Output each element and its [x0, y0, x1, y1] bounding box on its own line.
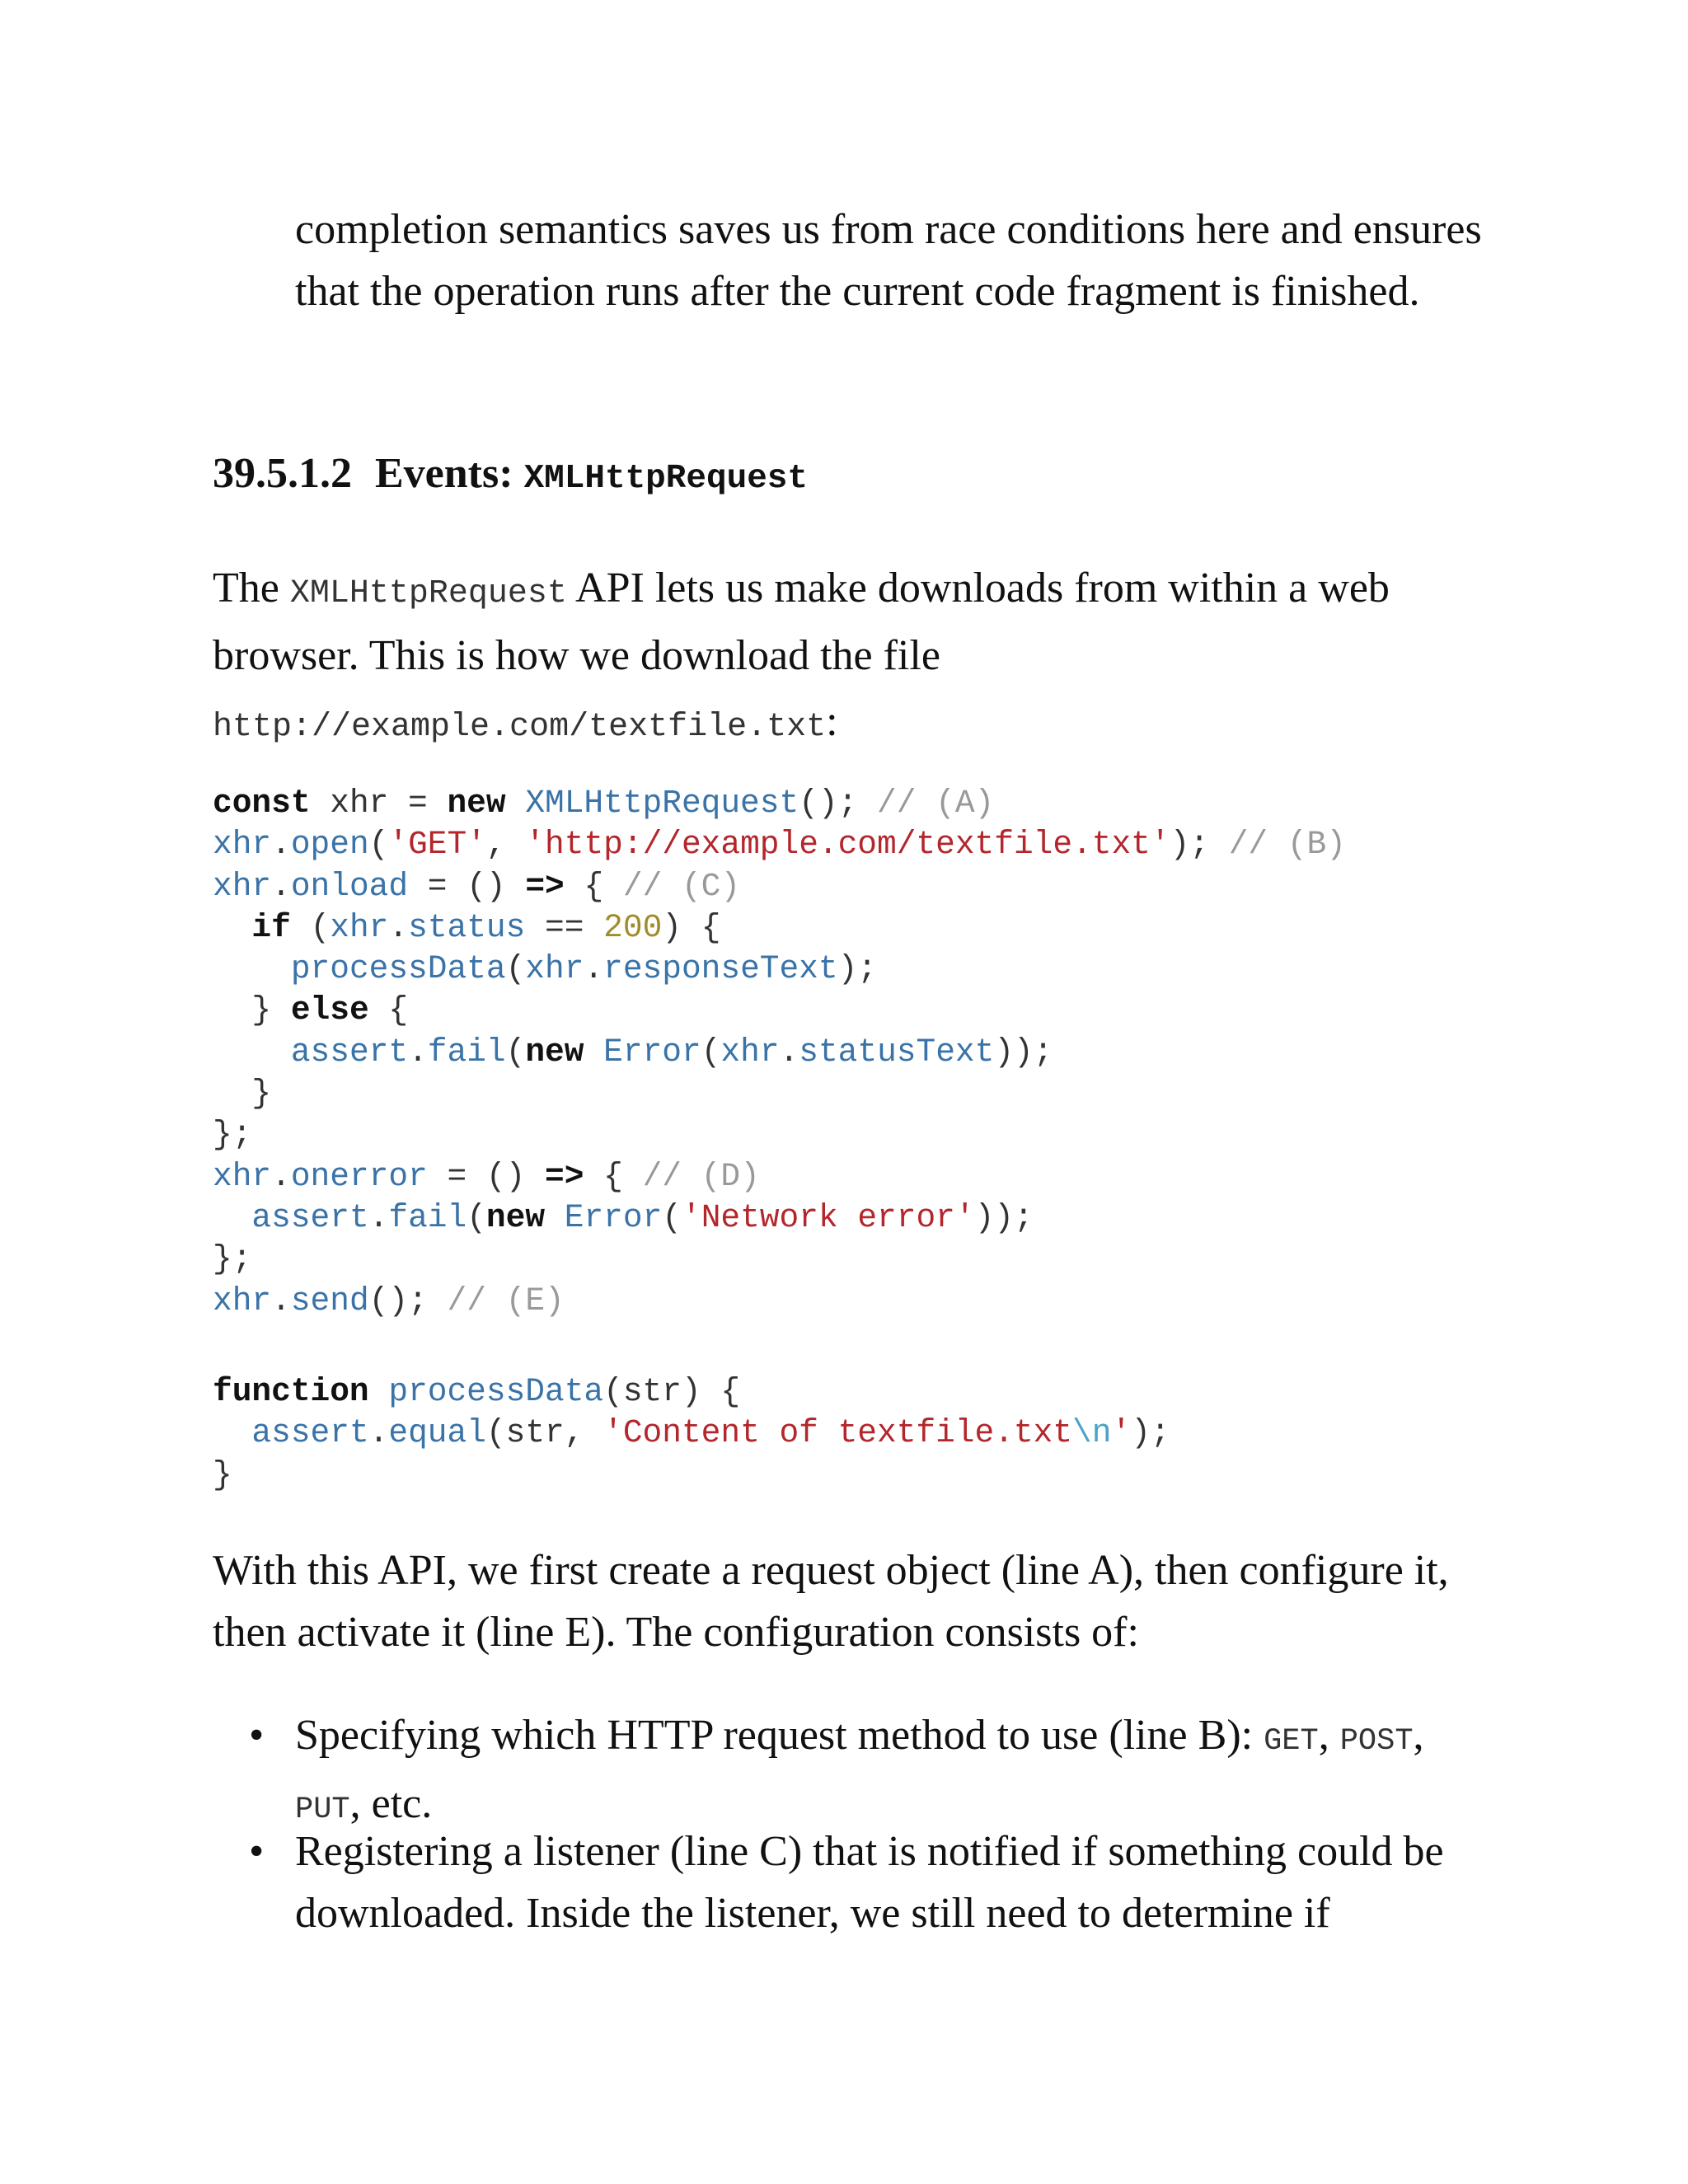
code-text: .: [271, 867, 291, 905]
code-string: 'GET': [388, 826, 486, 864]
url-suffix: :: [826, 698, 838, 745]
code-line: [213, 1282, 565, 1319]
code-line: [213, 1414, 1170, 1451]
code-indent: [213, 909, 251, 946]
code-text: ();: [368, 1282, 448, 1319]
code-number: 200: [603, 908, 663, 946]
code-identifier: xhr: [213, 1282, 272, 1319]
code-text: [545, 1199, 565, 1236]
code-text: };: [213, 1116, 252, 1154]
code-text: ,: [485, 826, 526, 864]
code-text: ));: [994, 1033, 1053, 1071]
inline-code: PUT: [295, 1793, 350, 1827]
url-line: [213, 697, 838, 752]
code-text: .: [368, 1198, 389, 1236]
list-item-text: , etc.: [349, 1780, 433, 1827]
code-text: ));: [974, 1198, 1034, 1236]
code-keyword: const: [213, 785, 311, 822]
code-text: = (): [427, 1157, 546, 1195]
code-text: (: [368, 826, 389, 864]
code-identifier: processData: [290, 950, 506, 988]
code-identifier: status: [408, 908, 526, 946]
code-identifier: statusText: [799, 1033, 995, 1071]
code-text: (: [662, 1198, 682, 1236]
list-item-text: ,: [1318, 1712, 1329, 1759]
code-text: ) {: [662, 908, 721, 946]
code-text: (: [467, 1198, 486, 1236]
code-line: [213, 1075, 271, 1112]
code-text: ();: [799, 785, 877, 822]
code-identifier: open: [290, 826, 369, 864]
code-identifier: xhr: [213, 826, 272, 864]
code-identifier: send: [290, 1282, 369, 1319]
code-comment: // (E): [447, 1282, 565, 1319]
code-string: ': [1111, 1414, 1132, 1452]
code-text: (str) {: [603, 1373, 741, 1411]
code-identifier: xhr: [720, 1033, 780, 1071]
code-block: [213, 783, 1346, 1496]
code-text: .: [368, 1414, 389, 1452]
code-string: 'Network error': [682, 1198, 975, 1236]
code-indent: [213, 1414, 251, 1451]
list-item-text: Specifying which HTTP request method to use (line B):: [295, 1712, 1254, 1759]
code-identifier: onload: [290, 867, 409, 905]
code-identifier: xhr: [213, 867, 272, 905]
code-line: [213, 868, 740, 905]
code-indent: [213, 1199, 251, 1236]
code-identifier: xhr: [330, 908, 389, 946]
code-text: );: [837, 950, 878, 988]
section-number: 39.5.1.2: [213, 450, 352, 497]
code-line: [213, 950, 877, 987]
code-text: }: [213, 1075, 272, 1113]
code-identifier: xhr: [213, 1157, 272, 1195]
code-keyword: if: [251, 908, 291, 946]
para-text: API lets us make downloads from within a web browser. This is how we download the file: [213, 565, 1390, 679]
code-indent: [213, 1033, 291, 1071]
code-identifier: Error: [603, 1033, 701, 1071]
code-text: (: [290, 908, 331, 946]
code-keyword: new: [447, 785, 506, 822]
code-string: 'http://example.com/textfile.txt': [525, 826, 1170, 864]
section-heading: [213, 445, 808, 508]
code-text: (: [701, 1033, 721, 1071]
list-item-text: Registering a listener (line C) that is notified if something could be downloaded. Inside the listener, we still need to determine if: [295, 1828, 1444, 1937]
code-identifier: onerror: [290, 1157, 428, 1195]
code-identifier: assert: [251, 1198, 369, 1236]
code-identifier: fail: [427, 1033, 506, 1071]
code-text: (: [505, 950, 526, 988]
code-text: };: [213, 1240, 252, 1278]
url-code: http://example.com/textfile.txt: [213, 709, 827, 746]
code-text: );: [1170, 826, 1229, 864]
code-identifier: assert: [290, 1033, 409, 1071]
code-identifier: assert: [251, 1414, 369, 1452]
section-code-title: XMLHttpRequest: [523, 460, 809, 498]
code-escape: \n: [1072, 1414, 1112, 1452]
configuration-paragraph: With this API, we first create a request object (line A), then configure it, then activate it (line E). The configuration consists of:: [213, 1547, 1449, 1656]
code-text: [369, 1373, 389, 1410]
code-text: (str,: [485, 1414, 604, 1452]
code-identifier: processData: [388, 1373, 604, 1411]
code-identifier: fail: [388, 1198, 467, 1236]
code-text: .: [271, 1157, 291, 1195]
code-identifier: xhr: [525, 950, 584, 988]
code-keyword: else: [290, 991, 369, 1029]
code-line: [213, 1199, 1034, 1236]
code-text: {: [564, 867, 623, 905]
code-line: [213, 785, 994, 822]
code-text: (: [505, 1033, 526, 1071]
code-line: [213, 1371, 740, 1413]
code-keyword: =>: [525, 867, 565, 905]
configuration-list: [249, 1704, 1490, 1944]
code-text: );: [1131, 1414, 1170, 1452]
code-keyword: function: [213, 1373, 369, 1411]
code-text: }: [213, 991, 291, 1029]
code-text: .: [779, 1033, 799, 1071]
intro-paragraph: completion semantics saves us from race conditions here and ensures that the operation runs after the current code fragment is finished.: [295, 206, 1482, 315]
code-comment: // (B): [1228, 826, 1346, 864]
code-text: .: [271, 1282, 291, 1319]
code-text: }: [213, 1455, 232, 1493]
xhr-intro-paragraph: [213, 557, 1498, 687]
code-keyword: new: [485, 1198, 546, 1236]
code-line: [213, 991, 408, 1029]
code-text: .: [388, 908, 409, 946]
code-line: [213, 1240, 251, 1277]
code-line: [213, 826, 1346, 863]
code-text: {: [584, 1157, 643, 1195]
code-text: [584, 1033, 603, 1071]
code-comment: // (D): [642, 1157, 760, 1195]
code-text: .: [408, 1033, 428, 1071]
code-line: [213, 909, 720, 946]
code-text: .: [584, 950, 604, 988]
code-keyword: new: [525, 1033, 584, 1071]
code-text: [506, 785, 526, 822]
section-title: Events:: [375, 450, 513, 497]
code-identifier: Error: [564, 1198, 663, 1236]
code-line: [213, 1116, 251, 1153]
code-indent: [213, 950, 291, 987]
code-line: [213, 1033, 1053, 1071]
code-identifier: responseText: [603, 950, 838, 988]
code-string: 'Content of textfile.txt: [603, 1414, 1073, 1452]
code-identifier: equal: [388, 1414, 486, 1452]
inline-code: GET: [1264, 1724, 1319, 1759]
code-text: xhr =: [310, 785, 448, 822]
code-text: {: [368, 991, 409, 1029]
code-keyword: =>: [545, 1157, 584, 1195]
code-comment: // (C): [622, 867, 741, 905]
inline-code: POST: [1339, 1724, 1414, 1759]
inline-code: XMLHttpRequest: [289, 575, 567, 612]
para-text: The: [213, 565, 279, 612]
code-line: [213, 1158, 760, 1195]
list-item-text: ,: [1413, 1712, 1424, 1759]
code-text: = (): [408, 867, 526, 905]
bullet-icon: •: [249, 1828, 265, 1875]
bullet-icon: •: [249, 1712, 265, 1759]
code-line: [213, 1456, 232, 1493]
code-text: ==: [525, 908, 604, 946]
code-identifier: XMLHttpRequest: [525, 785, 799, 822]
list-item: [249, 1821, 1490, 1944]
code-comment: // (A): [877, 785, 995, 822]
code-text: .: [271, 826, 291, 864]
